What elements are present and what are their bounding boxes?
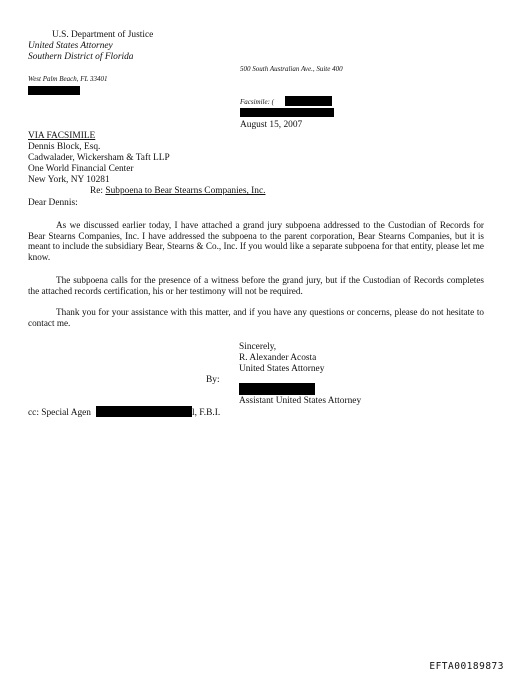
delivery-method: VIA FACSIMILE <box>28 131 96 141</box>
signatory-name: R. Alexander Acosta <box>239 353 317 363</box>
redaction-block <box>285 96 332 106</box>
body-paragraph <box>28 220 484 262</box>
body-paragraph <box>28 307 484 328</box>
signatory-title: United States Attorney <box>239 364 325 374</box>
subject-label: Re: <box>90 186 104 196</box>
paragraph-text: As we discussed earlier today, I have attached a grand jury subpoena addressed to the Custodian of Records for Bear Stearns Companies, Inc. I have addressed the subpoena to the parent corporation, Bear Stearns Companies, but it is meant to include the subsidiary Bear, Stearns & Co., Inc. If you would like a separate subpoena for that entity, please let me know. <box>28 220 484 262</box>
redaction-block <box>96 406 192 417</box>
letter-date: August 15, 2007 <box>240 120 303 130</box>
paragraph-text: Thank you for your assistance with this matter, and if you have any questions or concerns, please do not hesitate to contact me. <box>28 307 484 328</box>
facsimile-label: Facsimile: ( <box>240 98 275 106</box>
salutation: Dear Dennis: <box>28 198 78 208</box>
letterhead-department: U.S. Department of Justice <box>52 30 154 40</box>
recipient-firm: Cadwalader, Wickersham & Taft LLP <box>28 153 170 163</box>
signer-title: Assistant United States Attorney <box>239 396 362 406</box>
recipient-city: New York, NY 10281 <box>28 175 110 185</box>
letterhead-city: West Palm Beach, FL 33401 <box>28 75 108 83</box>
letterhead-district: Southern District of Florida <box>28 52 134 62</box>
redaction-block <box>240 108 334 117</box>
subject-text: Subpoena to Bear Stearns Companies, Inc. <box>105 186 266 196</box>
document-id: EFTA00189873 <box>429 661 504 672</box>
body-paragraph <box>28 275 484 296</box>
letterhead-office: United States Attorney <box>28 41 113 51</box>
closing: Sincerely, <box>239 342 277 352</box>
recipient-building: One World Financial Center <box>28 164 134 174</box>
letterhead-address: 500 South Australian Ave., Suite 400 <box>240 65 343 73</box>
paragraph-text: The subpoena calls for the presence of a witness before the grand jury, but if the Custodian of Records completes the attached records certification, his or her testimony will not be required. <box>28 275 484 296</box>
subject-line <box>90 186 266 197</box>
cc-suffix: l, F.B.I. <box>192 408 221 418</box>
by-label: By: <box>206 375 220 385</box>
redaction-block <box>239 383 315 395</box>
cc-prefix: cc: Special Agen <box>28 408 91 418</box>
redaction-block <box>28 86 80 95</box>
recipient-name: Dennis Block, Esq. <box>28 142 101 152</box>
